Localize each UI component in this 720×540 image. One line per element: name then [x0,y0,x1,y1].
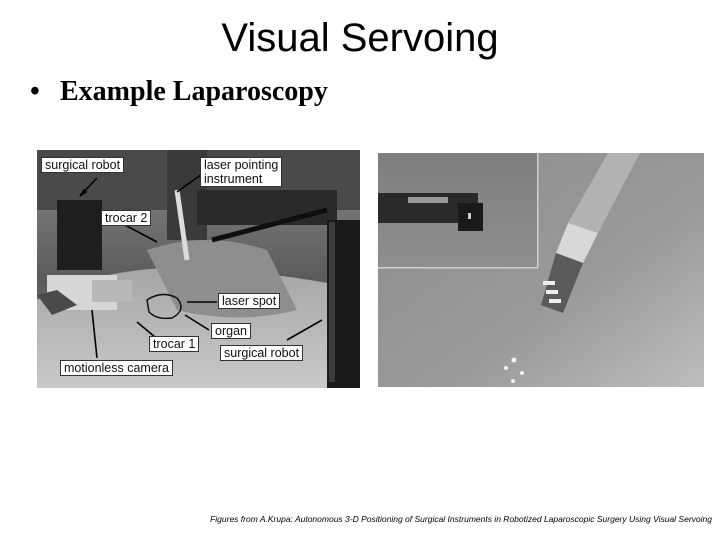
instrument-closeup-photo [378,153,704,387]
label-motionless-camera: motionless camera [60,360,173,376]
instrument-photo-image [378,153,704,387]
label-surgical-robot-bottom: surgical robot [220,345,303,361]
slide-title: Visual Servoing [221,16,499,60]
setup-photo-image [37,150,360,388]
label-laser-pointing-instrument: laser pointing instrument [200,157,282,187]
bullet-item [30,70,328,114]
bullet-icon: • [30,76,40,107]
label-organ: organ [211,323,251,339]
label-surgical-robot-top: surgical robot [41,157,124,173]
laparoscopy-setup-photo [37,150,360,388]
label-trocar-2: trocar 2 [101,210,151,226]
label-trocar-1: trocar 1 [149,336,199,352]
bullet-text: Example Laparoscopy [60,76,328,107]
label-laser-spot: laser spot [218,293,280,309]
figure-caption: Figures from A.Krupa: Autonomous 3-D Positioning of Surgical Instruments in Robotized Laparoscopic Surgery Using Visual Servoing [210,514,712,524]
